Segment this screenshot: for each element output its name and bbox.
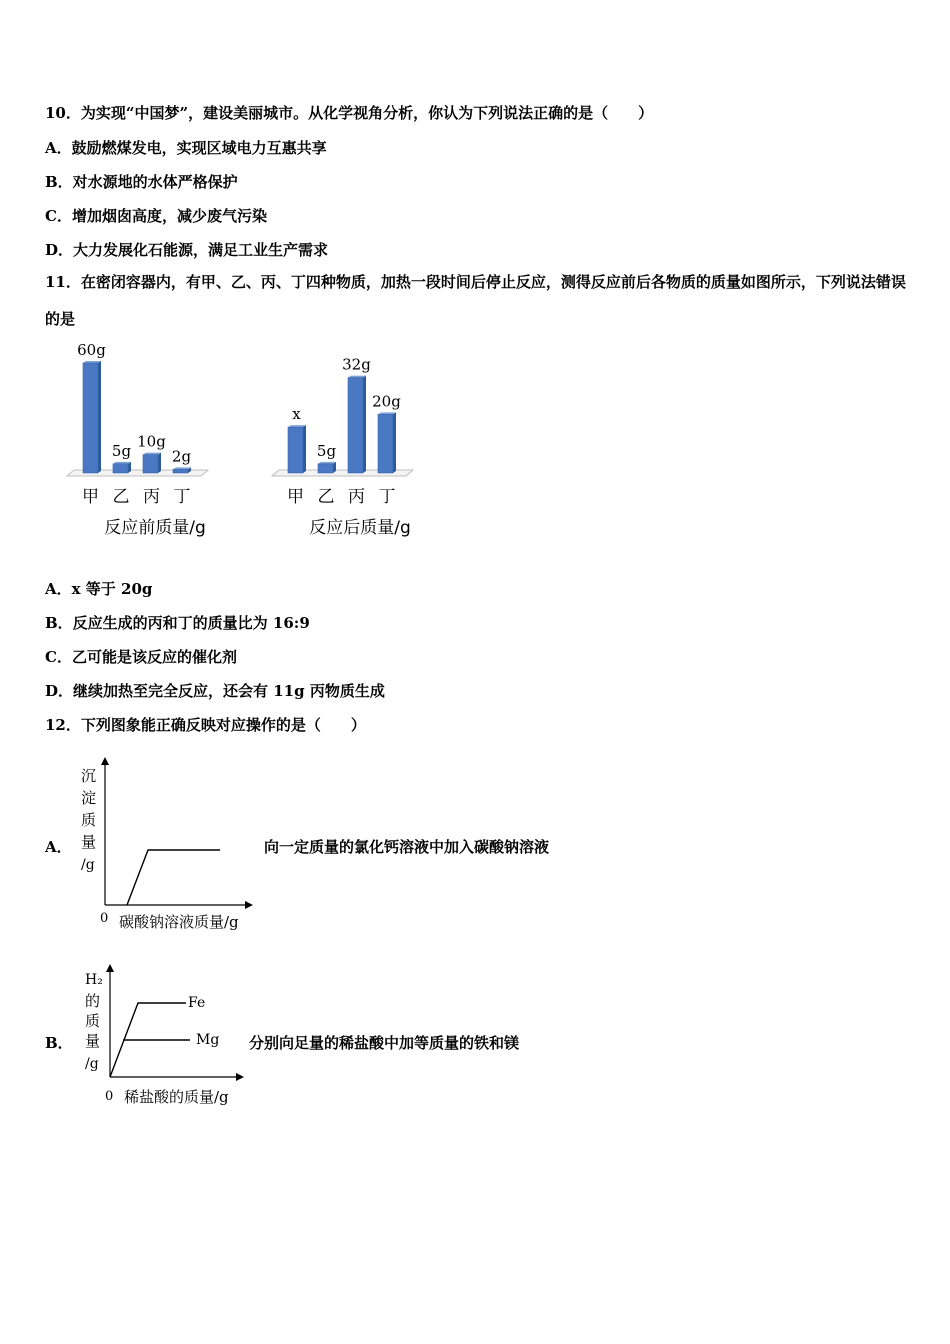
b-origin: 0 xyxy=(105,1089,114,1104)
q10-option-d: D．大力发展化石能源，满足工业生产需求 xyxy=(45,241,329,259)
a-ylabel-2: 质 xyxy=(81,811,97,829)
b-line1-label: Fe xyxy=(188,995,206,1011)
q10-stem: 10．为实现“中国梦”，建设美丽城市。从化学视角分析，你认为下列说法正确的是（ ） xyxy=(45,104,654,122)
bar-value-label: 5g xyxy=(316,441,337,460)
a-origin: 0 xyxy=(100,911,109,926)
a-ylabel-1: 淀 xyxy=(81,789,97,807)
bar xyxy=(318,464,333,473)
b-ylabel-3: 量 xyxy=(85,1032,101,1050)
q12-option-b-graph xyxy=(78,962,258,1112)
bar-value-label: 5g xyxy=(111,441,132,460)
category-label: 乙 xyxy=(112,487,130,507)
bar-side xyxy=(303,425,306,473)
b-ylabel-2: 质 xyxy=(85,1012,101,1030)
q11-stem: 11．在密闭容器内，有甲、乙、丙、丁四种物质，加热一段时间后停止反应，测得反应前后各物质的质量如图所示，下列说法错误的是 xyxy=(45,273,906,328)
q12-stem: 12．下列图象能正确反映对应操作的是（ ） xyxy=(45,716,366,734)
b-ylabel-4: /g xyxy=(85,1056,99,1072)
q12-option-a-desc: 向一定质量的氯化钙溶液中加入碳酸钠溶液 xyxy=(264,838,550,856)
q12-option-a-label: A． xyxy=(45,838,72,856)
bar-side xyxy=(363,376,366,473)
bar xyxy=(173,469,188,473)
precipitate-curve xyxy=(127,850,220,905)
q12-option-a-graph xyxy=(75,755,275,935)
category-label: 丁 xyxy=(378,487,396,507)
bar-side xyxy=(158,453,161,473)
bar-value-label: 32g xyxy=(342,355,371,374)
q10-option-c: C．增加烟囱高度，减少废气污染 xyxy=(45,207,267,225)
bar xyxy=(113,464,128,473)
category-label: 乙 xyxy=(317,487,335,507)
q10-option-b: B．对水源地的水体严格保护 xyxy=(45,173,238,191)
q12-option-b-label: B． xyxy=(45,1034,73,1052)
a-ylabel-4: /g xyxy=(81,857,95,873)
q11-bar-charts xyxy=(55,340,435,550)
axes-a xyxy=(101,757,253,909)
bar-value-label: 2g xyxy=(171,447,192,466)
bar-side xyxy=(98,361,101,473)
q11-option-d: D．继续加热至完全反应，还会有 11g 丙物质生成 xyxy=(45,682,385,700)
q11-option-b: B．反应生成的丙和丁的质量比为 16:9 xyxy=(45,614,310,632)
bar-side xyxy=(393,412,396,473)
chart-title: 反应前质量/g xyxy=(104,518,206,538)
category-label: 丙 xyxy=(143,487,160,507)
bar-value-label: 60g xyxy=(77,341,106,359)
q11-option-c: C．乙可能是该反应的催化剂 xyxy=(45,648,237,666)
bar-value-label: x xyxy=(292,405,301,424)
before-chart xyxy=(67,341,208,538)
bar xyxy=(348,378,363,473)
chart-title: 反应后质量/g xyxy=(309,518,411,538)
b-ylabel-1: 的 xyxy=(85,992,101,1010)
after-chart xyxy=(272,356,413,538)
axes-b xyxy=(106,964,244,1081)
b-xlabel: 稀盐酸的质量/g xyxy=(124,1088,229,1106)
b-ylabel-0: H₂ xyxy=(85,972,103,988)
bar-value-label: 20g xyxy=(372,392,401,411)
bar xyxy=(143,455,158,473)
category-label: 甲 xyxy=(82,487,99,507)
category-label: 丁 xyxy=(173,487,191,507)
bar xyxy=(83,363,98,473)
q10-option-a: A．鼓励燃煤发电，实现区域电力互惠共享 xyxy=(45,139,327,157)
bar xyxy=(288,427,303,473)
a-ylabel-3: 量 xyxy=(81,833,97,851)
q11-option-a: A．x 等于 20g xyxy=(45,580,153,598)
q12-option-b-desc: 分别向足量的稀盐酸中加等质量的铁和镁 xyxy=(249,1034,520,1052)
a-ylabel-0: 沉 xyxy=(81,767,97,785)
bar xyxy=(378,414,393,473)
category-label: 丙 xyxy=(348,487,365,507)
b-line2-label: Mg xyxy=(196,1032,220,1048)
category-label: 甲 xyxy=(287,487,304,507)
a-xlabel: 碳酸钠溶液质量/g xyxy=(119,913,239,931)
bar-value-label: 10g xyxy=(137,432,166,451)
